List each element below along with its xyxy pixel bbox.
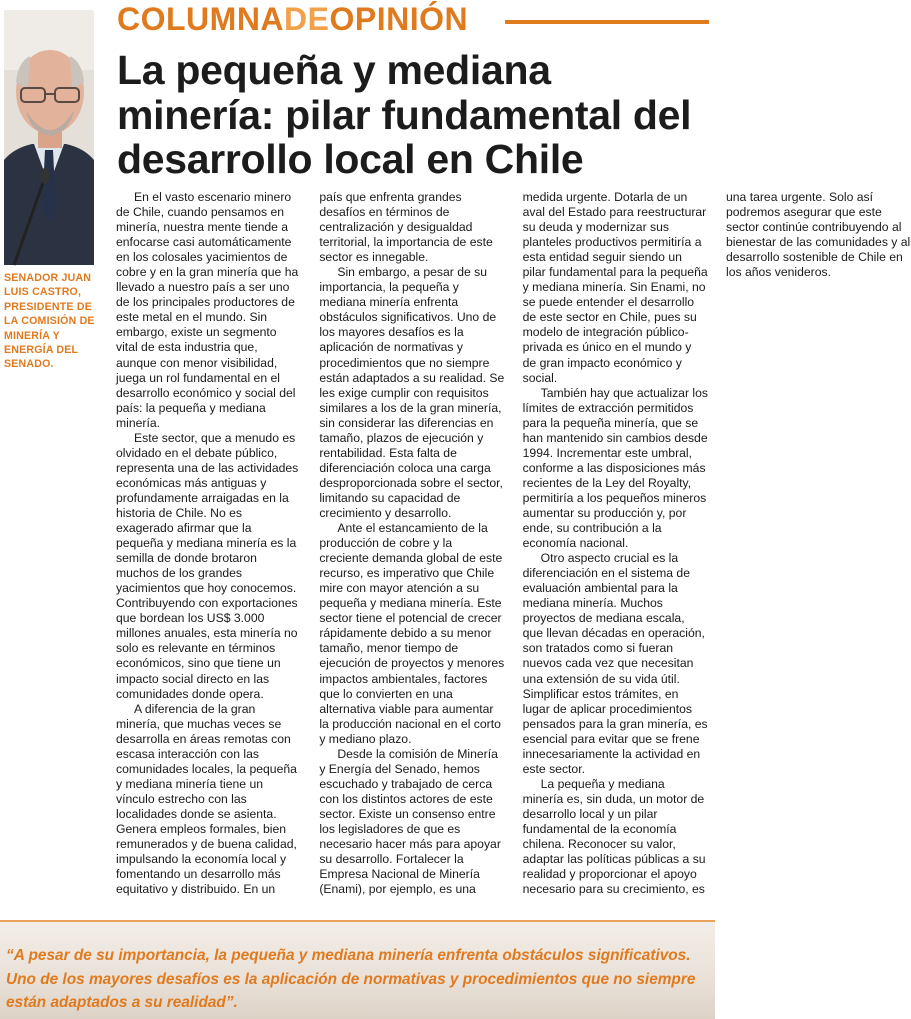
body-paragraph: En el vasto escenario minero de Chile, cuando pensamos en minería, nuestra mente tiende a enfocarse casi automáticamente en los colosales yacimientos de cobre y en la gran minería que ha llevado a nuestro país a ser uno de los principales productores de este metal en el mundo. Sin embargo, existe un segmento vital de esta industria que, aunque con menor visibilidad, juega un rol fundamental en el desarrollo económico y social del país: la pequeña y mediana minería. — [116, 190, 299, 430]
body-paragraph: Ante el estancamiento de la producción de cobre y la creciente demanda global de este recurso, es imperativo que Chile mire con mayor atención a su pequeña y mediana minería. Este sector tiene el potencial de crecer rápidamente debido a su menor tamaño, menor tiempo de ejecución de proyectos y menores impactos ambientales, factores que lo convierten en una alternativa viable para aumentar la producción nacional en el corto y mediano plazo. — [319, 521, 505, 746]
pull-quote: “A pesar de su importancia, la pequeña y mediana minería enfrenta obstáculos significativos. Uno de los mayores desafíos es la aplicación de normativas y procedimientos que no siempre están adaptados a su realidad”. — [6, 947, 696, 1011]
body-paragraph: Otro aspecto crucial es la diferenciación en el sistema de evaluación ambiental para la mediana minería. Muchos proyectos de mediana escala, que llevan décadas en operación, son tratados como si fueran nuevos cada vez que necesitan una extensión de su vida útil. Simplificar estos trámites, en lugar de aplicar procedimientos pensados para la gran minería, es esencial para evitar que se frene innecesariamente la actividad en este sector. — [522, 551, 708, 776]
section-title-part3: OPINIÓN — [329, 1, 469, 37]
author-photo — [4, 10, 94, 265]
body-paragraph: También hay que actualizar los límites de extracción permitidos para la pequeña minería, que se han mantenido sin cambios desde 1994. Incrementar este umbral, conforme a las disposiciones más recientes de la Ley del Royalty, permitiría a los pequeños mineros aumentar su producción y, por ende, su contribución a la economía nacional. — [522, 385, 708, 551]
author-portrait-illustration — [4, 10, 94, 265]
header-rule — [505, 20, 709, 24]
body-paragraph: Este sector, que a menudo es olvidado en el debate público, representa una de las actividades económicas más antiguas y profundamente arraigadas en la historia de Chile. No es exagerado afirmar que la pequeña y mediana minería es la semilla de donde brotaron muchos de los grandes yacimientos que hoy conocemos. Contribuyendo con exportaciones que bordean los US$ 3.000 millones anuales, esta minería no solo es relevante en términos económicos, sino que tiene un impacto social directo en las comunidades donde opera. — [116, 430, 299, 701]
headline-line-1: La pequeña y mediana — [117, 47, 551, 93]
author-caption: SENADOR JUAN LUIS CASTRO, PRESIDENTE DE LA COMISIÓN DE MINERÍA Y ENERGÍA DEL SENADO. — [4, 272, 95, 371]
section-title-part1: COLUMNA — [117, 1, 285, 37]
headline — [117, 48, 712, 182]
headline-line-3: desarrollo local en Chile — [117, 136, 584, 182]
body-paragraph: Desde la comisión de Minería y Energía del Senado, hemos escuchado y trabajado de cerca con los distintos actores de este sector. Existe un consenso entre los legisladores de que es necesario hacer más para apoyar su desarrollo. Fortalecer la Empresa Nacional de Minería (Enami), por ejemplo, es una medida urgente. Dotarla de un aval del Estado para reestructurar su deuda y modernizar sus planteles productivos permitiría a esta entidad seguir siendo un pilar fundamental para la pequeña y mediana minería. Sin Enami, no se puede entender el desarrollo de este sector en Chile, pues su modelo de integración público-privada es único en el mundo y de gran impacto económico y social. — [319, 190, 708, 897]
body-paragraph: A diferencia de la gran minería, que muchas veces se desarrolla en áreas remotas con escasa interacción con las comunidades locales, la pequeña y mediana minería tiene un vínculo estrecho con las localidades donde se asienta. Genera empleos formales, bien remunerados y de buena calidad, impulsando la economía local y fomentando un desarrollo más equitativo y distribuido. En un país que enfrenta grandes desafíos en términos de centralización y desigualdad territorial, la importancia de este sector es innegable. — [116, 190, 493, 897]
section-title — [117, 1, 468, 37]
section-title-part2: DE — [284, 1, 330, 37]
article-body — [116, 190, 911, 912]
headline-line-2: minería: pilar fundamental del — [117, 91, 692, 138]
pull-quote-rule — [0, 920, 715, 922]
body-paragraph: La pequeña y mediana minería es, sin duda, un motor de desarrollo local y un pilar fundamental de la economía chilena. Reconocer su valor, adaptar las políticas públicas a su realidad y proporcionar el apoyo necesario para su crecimiento, es una tarea urgente. Solo así podremos asegurar que este sector continúe contribuyendo al bienestar de las comunidades y al desarrollo sostenible de Chile en los años venideros. — [522, 190, 911, 897]
body-paragraph: Sin embargo, a pesar de su importancia, la pequeña y mediana minería enfrenta obstáculos significativos. Uno de los mayores desafíos es la aplicación de normativas y procedimientos que no siempre están adaptados a su realidad. Se les exige cumplir con requisitos similares a los de la gran minería, sin considerar las diferencias en tamaño, plazos de ejecución y rentabilidad. Esta falta de diferenciación coloca una carga desproporcionada sobre el sector, limitando su capacidad de crecimiento y desarrollo. — [319, 265, 505, 520]
